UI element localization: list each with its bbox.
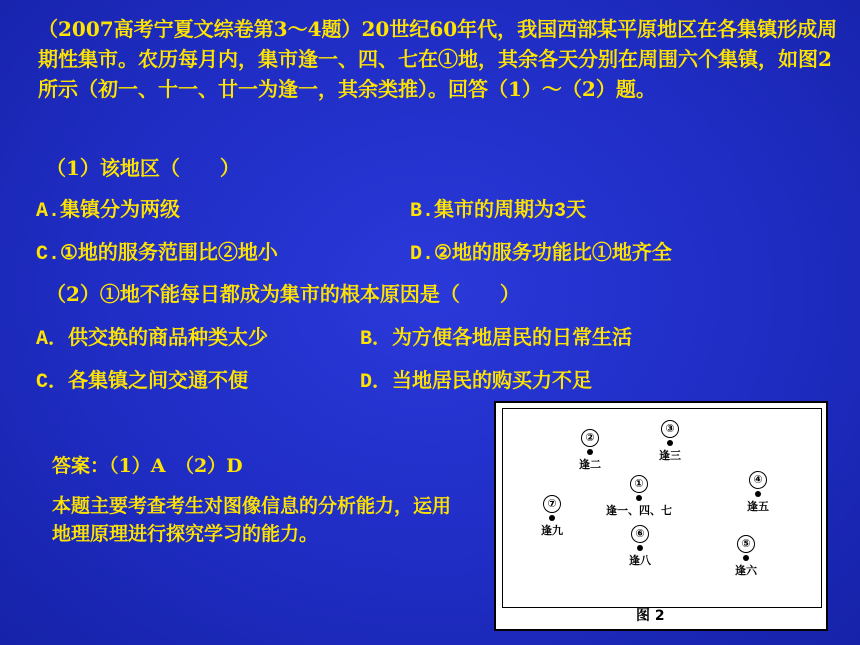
q2-option-b: B．为方便各地居民的日常生活 — [360, 328, 633, 351]
answer-explanation: 本题主要考查考生对图像信息的分析能力，运用地理原理进行探究学习的能力。 — [52, 495, 452, 545]
q2-option-c: C．各集镇之间交通不便 — [36, 371, 249, 394]
town-2 — [579, 429, 601, 472]
town-dot — [743, 555, 749, 561]
town-number: ① — [630, 475, 648, 493]
town-3 — [659, 420, 681, 463]
q1-option-c: C.①地的服务范围比②地小 — [36, 243, 278, 266]
town-number: ⑥ — [631, 525, 649, 543]
answer-block — [52, 452, 452, 548]
town-label: 逢三 — [659, 449, 681, 462]
town-4 — [747, 471, 769, 514]
town-number: ④ — [749, 471, 767, 489]
town-label: 逢五 — [747, 500, 769, 513]
q1-option-d: D.②地的服务功能比①地齐全 — [410, 243, 672, 266]
town-dot — [667, 440, 673, 446]
map-frame — [502, 408, 822, 608]
figure-caption: 图 2 — [636, 608, 665, 624]
town-label: 逢九 — [541, 524, 563, 537]
town-number: ⑦ — [543, 495, 561, 513]
town-label: 逢二 — [579, 458, 601, 471]
town-dot — [549, 515, 555, 521]
town-number: ⑤ — [737, 535, 755, 553]
town-1 — [606, 475, 672, 518]
town-dot — [587, 449, 593, 455]
town-label: 逢六 — [735, 564, 757, 577]
town-label: 逢八 — [629, 554, 651, 567]
town-dot — [637, 545, 643, 551]
q1-option-b: B.集市的周期为3天 — [410, 200, 587, 223]
town-number: ③ — [661, 420, 679, 438]
q1-option-a: A.集镇分为两级 — [36, 200, 181, 223]
market-map-figure — [494, 401, 828, 631]
town-dot — [755, 491, 761, 497]
q2-option-d: D．当地居民的购买力不足 — [360, 371, 593, 394]
town-dot — [636, 495, 642, 501]
town-number: ② — [581, 429, 599, 447]
question-intro: （2007高考宁夏文综卷第3～4题）20世纪60年代，我国西部某平原地区在各集镇形成周期性集市。农历每月内，集市逢一、四、七在①地，其余各天分别在周围六个集镇，如图2所示（初一、十一、廿一为逢一，其余类推）。回答（1）～（2）题。 — [38, 17, 838, 101]
town-5 — [735, 535, 757, 578]
town-6 — [629, 525, 651, 568]
town-label: 逢一、四、七 — [606, 504, 672, 517]
q2-stem: （2）①地不能每日都成为集市的根本原因是（ ） — [46, 282, 520, 306]
answer-key: 答案：（1）A （2）D — [52, 455, 243, 477]
q1-stem: （1）该地区（ ） — [46, 156, 240, 180]
q2-option-a: A．供交换的商品种类太少 — [36, 328, 269, 351]
town-7 — [541, 495, 563, 538]
